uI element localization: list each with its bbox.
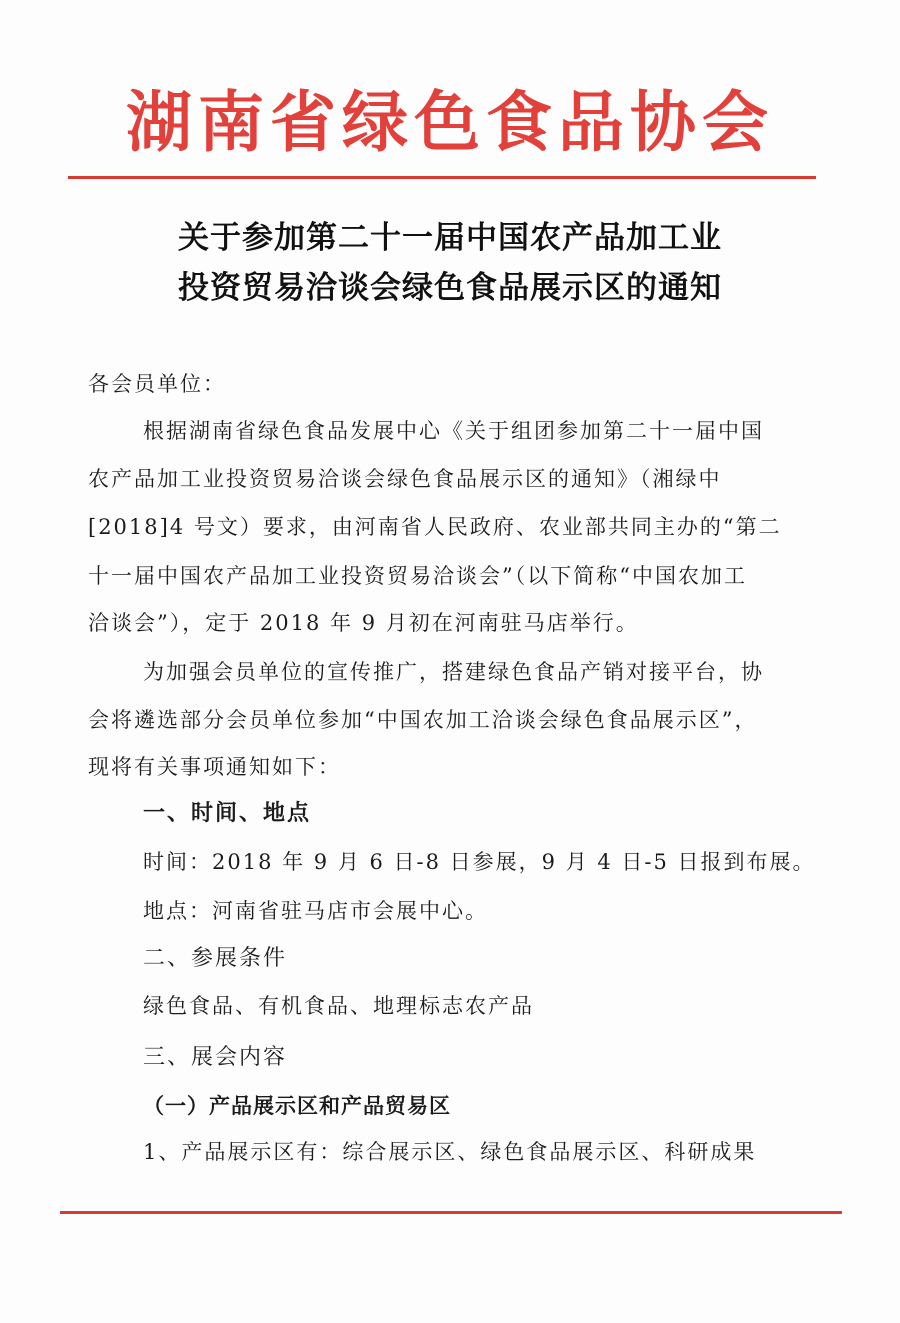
paragraph-2-line-1: 为加强会员单位的宣传推广，搭建绿色食品产销对接平台，协 bbox=[143, 660, 764, 684]
footer-divider bbox=[60, 1211, 842, 1214]
paragraph-1-line-3: [2018]4 号文）要求，由河南省人民政府、农业部共同主办的“第二 bbox=[88, 515, 782, 539]
item-1-line: 1、产品展示区有：综合展示区、绿色食品展示区、科研成果 bbox=[143, 1140, 757, 1164]
section-1-heading: 一、时间、地点 bbox=[143, 801, 312, 826]
paragraph-1-line-2: 农产品加工业投资贸易洽谈会绿色食品展示区的通知》（湘绿中 bbox=[88, 467, 722, 491]
salutation: 各会员单位： bbox=[88, 372, 226, 396]
time-line: 时间：2018 年 9 月 6 日-8 日参展，9 月 4 日-5 日报到布展。 bbox=[143, 850, 816, 874]
document-title-line-2: 投资贸易洽谈会绿色食品展示区的通知 bbox=[178, 270, 722, 306]
subsection-1-heading: （一）产品展示区和产品贸易区 bbox=[143, 1094, 451, 1118]
place-line: 地点：河南省驻马店市会展中心。 bbox=[143, 899, 488, 923]
document-title-line-1: 关于参加第二十一届中国农产品加工业 bbox=[178, 220, 722, 256]
organization-letterhead: 湖南省绿色食品协会 bbox=[126, 84, 774, 161]
paragraph-2-line-2: 会将遴选部分会员单位参加“中国农加工洽谈会绿色食品展示区”， bbox=[88, 708, 758, 732]
section-3-heading: 三、展会内容 bbox=[143, 1045, 288, 1070]
letterhead-divider bbox=[68, 176, 816, 179]
paragraph-1-line-5: 洽谈会”），定于 2018 年 9 月初在河南驻马店举行。 bbox=[88, 611, 639, 635]
paragraph-1-line-4: 十一届中国农产品加工业投资贸易洽谈会”（以下简称“中国农加工 bbox=[88, 564, 747, 588]
section-2-heading: 二、参展条件 bbox=[143, 946, 288, 971]
conditions-line: 绿色食品、有机食品、地理标志农产品 bbox=[143, 994, 534, 1018]
paragraph-2-line-3: 现将有关事项通知如下： bbox=[88, 755, 341, 779]
paragraph-1-line-1: 根据湖南省绿色食品发展中心《关于组团参加第二十一届中国 bbox=[143, 419, 764, 443]
